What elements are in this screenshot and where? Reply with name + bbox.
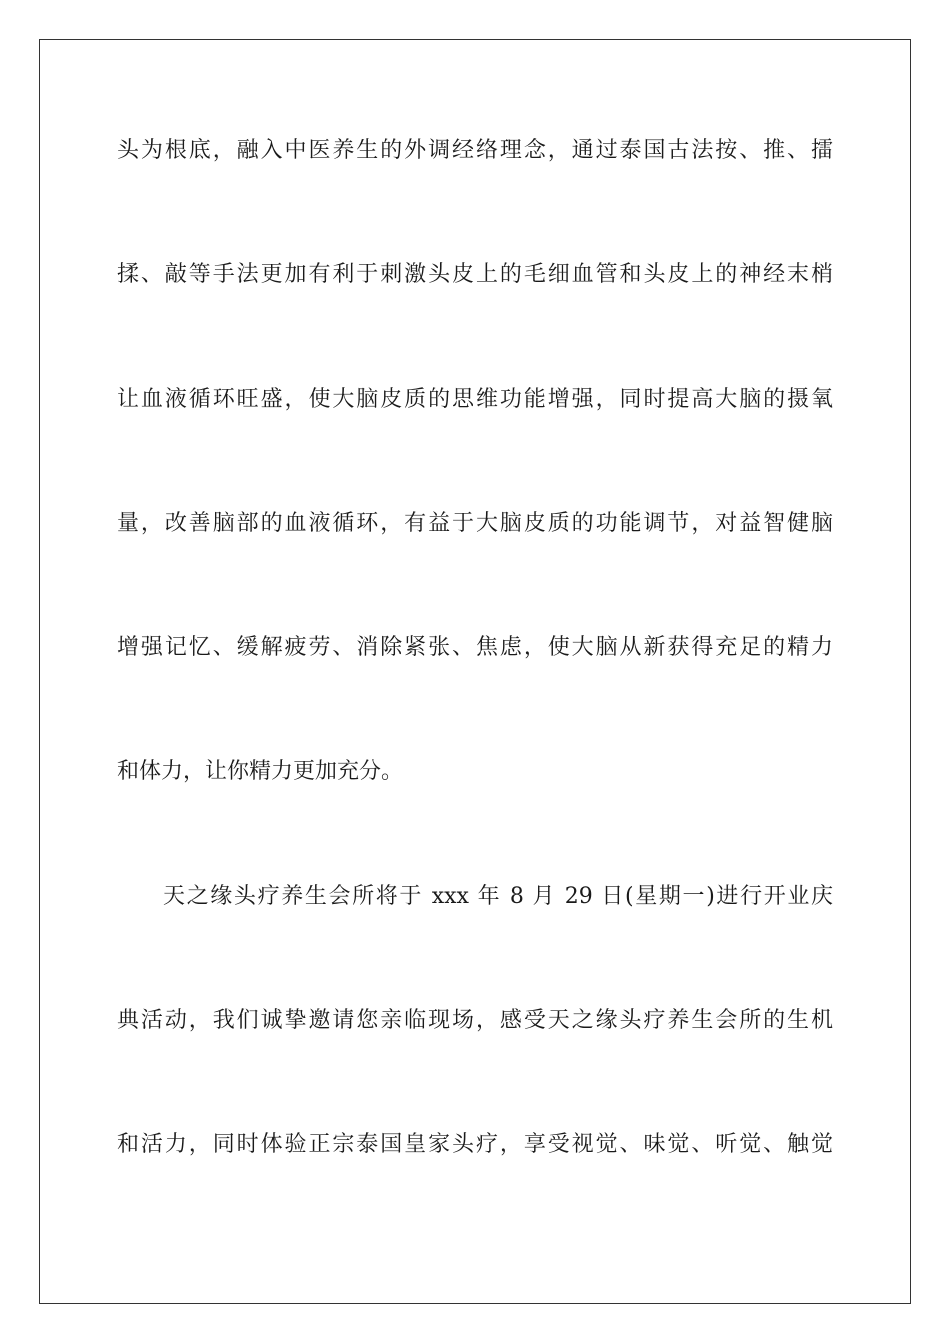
- paragraph-1-line-4: 量，改善脑部的血液循环，有益于大脑皮质的功能调节，对益智健脑: [117, 511, 833, 536]
- page-frame: [39, 39, 911, 1304]
- paragraph-1-line-6: 和体力，让你精力更加充分。: [117, 759, 404, 784]
- paragraph-1-line-5: 增强记忆、缓解疲劳、消除紧张、焦虑，使大脑从新获得充足的精力: [117, 635, 833, 660]
- paragraph-2-line-2: 典活动，我们诚挚邀请您亲临现场，感受天之缘头疗养生会所的生机: [117, 1008, 833, 1033]
- paragraph-1-line-1: 头为根底，融入中医养生的外调经络理念，通过泰国古法按、推、擂: [117, 138, 833, 163]
- paragraph-2-line-3: 和活力，同时体验正宗泰国皇家头疗，享受视觉、味觉、听觉、触觉: [117, 1132, 833, 1157]
- paragraph-1-line-3: 让血液循环旺盛，使大脑皮质的思维功能增强，同时提高大脑的摄氧: [117, 387, 833, 412]
- paragraph-1-line-2: 揉、敲等手法更加有利于刺激头皮上的毛细血管和头皮上的神经末梢: [117, 262, 833, 287]
- paragraph-2-line-1: 天之缘头疗养生会所将于 xxx 年 8 月 29 日(星期一)进行开业庆: [163, 884, 833, 909]
